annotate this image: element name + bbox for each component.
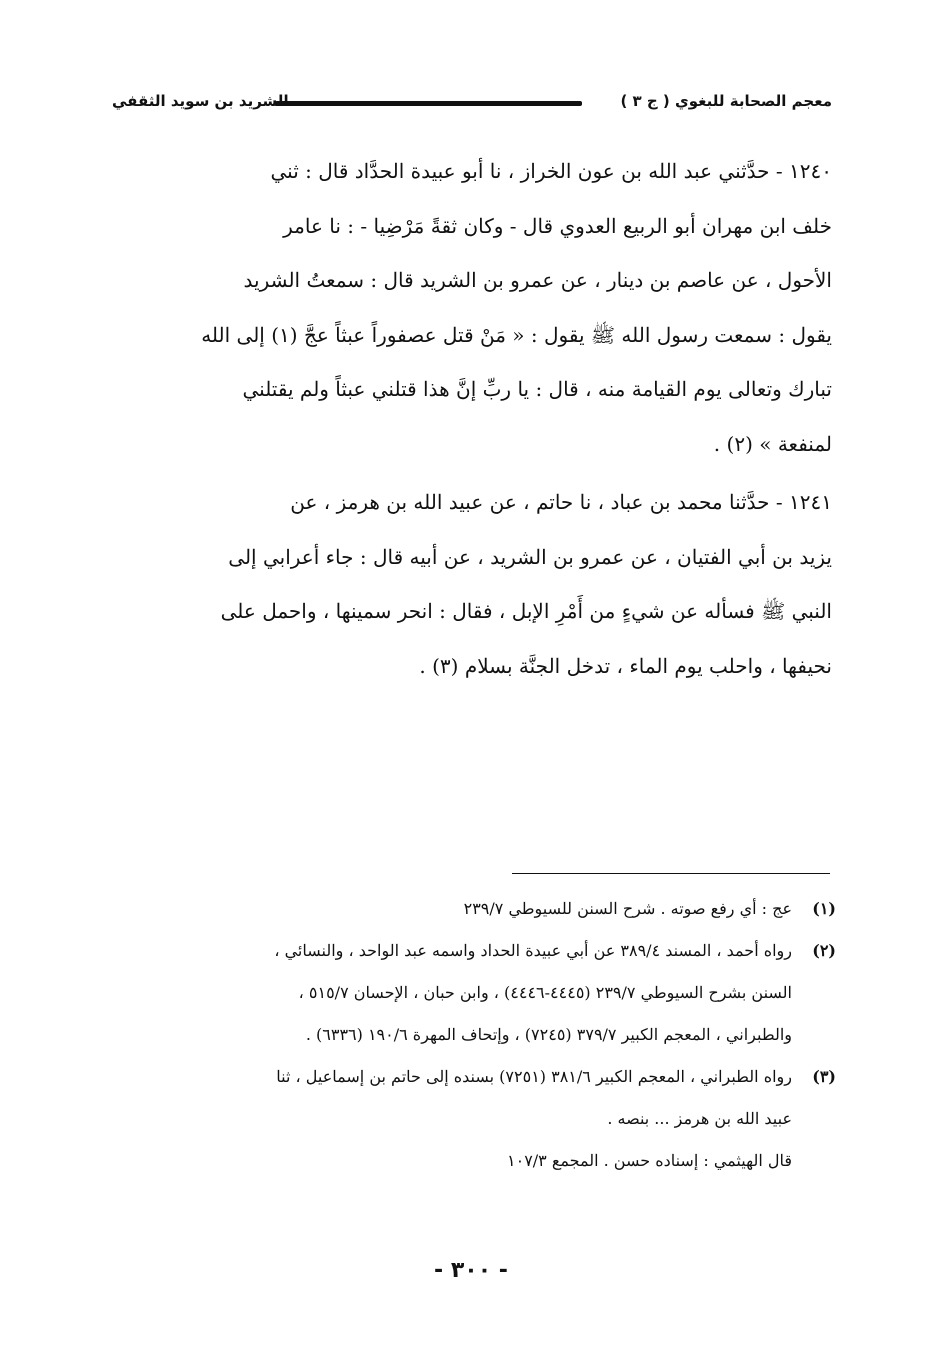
- footnotes: [112, 888, 836, 1182]
- page-number: - ٣٠٠ -: [434, 1258, 508, 1283]
- footnote-line: عج : أي رفع صوته . شرح السنن للسيوطي ٢٣٩/٧: [463, 899, 792, 918]
- section-subject: الشريد بن سويد الثقفي: [112, 92, 289, 110]
- footnote-divider: [512, 873, 830, 874]
- footnote-line: السنن بشرح السيوطي ٢٣٩/٧ (٤٤٤٥-٤٤٤٦) ، وابن حبان ، الإحسان ٥١٥/٧ ،: [298, 983, 792, 1002]
- footnote-text: [112, 930, 792, 1056]
- text-line: لمنفعة » (٢) .: [713, 431, 832, 456]
- footnote-1: [112, 888, 836, 930]
- footnote-text: [112, 1056, 792, 1182]
- footnote-line: عبيد الله بن هرمز ... بنصه .: [607, 1109, 792, 1128]
- footnote-line: رواه أحمد ، المسند ٣٨٩/٤ عن أبي عبيدة الحداد واسمه عبد الواحد ، والنسائي ،: [274, 941, 792, 960]
- footnote-marker: (٣): [812, 1067, 836, 1086]
- text-line: يقول : سمعت رسول الله ﷺ يقول : « مَنْ قتل عصفوراً عبثاً عجَّ (١) إلى الله: [201, 322, 832, 347]
- text-line: خلف ابن مهران أبو الربيع العدوي قال - وكان ثقةً مَرْضِيا - : نا عامر: [283, 213, 832, 238]
- footnote-text: [112, 888, 792, 930]
- header-rule: [275, 101, 582, 106]
- book-title: معجم الصحابة للبغوي ( ج ٣ ): [620, 92, 832, 110]
- footnote-line: رواه الطبراني ، المعجم الكبير ٣٨١/٦ (٧٢٥١) بسنده إلى حاتم بن إسماعيل ، ثنا: [276, 1067, 792, 1086]
- text-line: النبي ﷺ فسأله عن شيءٍ من أَمْرِ الإبل ، فقال : انحر سمينها ، واحمل على: [220, 599, 832, 623]
- main-text: [112, 144, 832, 697]
- footnote-marker: (١): [812, 899, 836, 918]
- text-line: ١٢٤١ - حدَّثنا محمد بن عباد ، نا حاتم ، عن عبيد الله بن هرمز ، عن: [290, 490, 832, 514]
- footnote-line: قال الهيثمي : إسناده حسن . المجمع ١٠٧/٣: [507, 1151, 792, 1170]
- text-line: الأحول ، عن عاصم بن دينار ، عن عمرو بن الشريد قال : سمعتُ الشريد: [243, 268, 832, 292]
- footnote-2: [112, 930, 836, 1056]
- footnote-3: [112, 1056, 836, 1182]
- footnote-marker: (٢): [812, 941, 836, 960]
- text-line: نحيفها ، واحلب يوم الماء ، تدخل الجنَّة بسلام (٣) .: [419, 653, 832, 678]
- text-line: يزيد بن أبي الفتيان ، عن عمرو بن الشريد ، عن أبيه قال : جاء أعرابي إلى: [228, 544, 832, 569]
- running-header: [112, 88, 832, 118]
- hadith-1241: [112, 475, 832, 693]
- text-line: تبارك وتعالى يوم القيامة منه ، قال : يا ربِّ إنَّ هذا قتلني عبثاً ولم يقتلني: [242, 377, 832, 401]
- footnote-line: والطبراني ، المعجم الكبير ٣٧٩/٧ (٧٢٤٥) ، وإتحاف المهرة ١٩٠/٦ (٦٣٣٦) .: [305, 1025, 792, 1044]
- text-line: ١٢٤٠ - حدَّثني عبد الله بن عون الخراز ، نا أبو عبيدة الحدَّاد قال : ثني: [270, 159, 832, 183]
- hadith-1240: [112, 144, 832, 471]
